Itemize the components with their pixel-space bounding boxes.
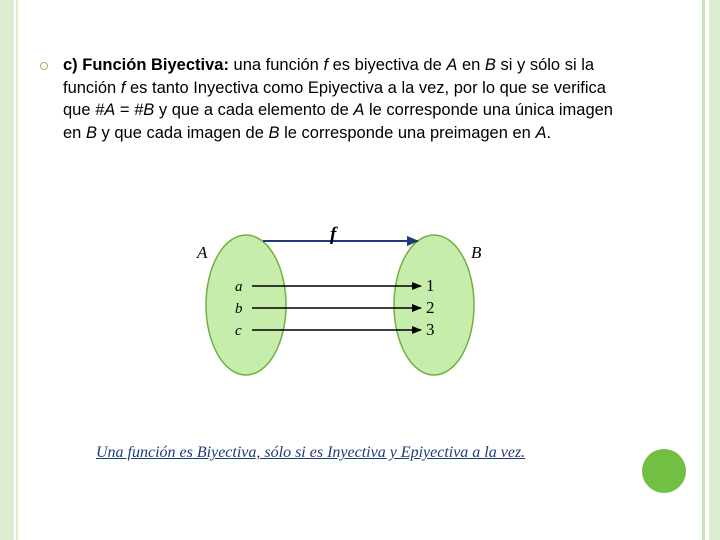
function-label: f	[330, 224, 337, 245]
text-segment: .	[546, 123, 552, 142]
var-b: B	[484, 56, 496, 74]
set-a-element: b	[235, 301, 243, 317]
set-b-element: 3	[426, 320, 435, 339]
set-a-element: c	[235, 323, 242, 339]
var-f: f	[323, 56, 329, 74]
set-b-element: 2	[426, 298, 435, 317]
definition-heading: c) Función Biyectiva:	[63, 56, 229, 74]
set-b-element: 1	[426, 276, 435, 295]
text-segment: le corresponde una única imagen en	[63, 101, 613, 142]
text-segment: es biyectiva de	[328, 56, 447, 74]
card-b: #B	[134, 101, 155, 119]
set-a-label: A	[197, 243, 208, 262]
var-b: B	[268, 123, 280, 142]
var-b: B	[85, 123, 97, 142]
text-segment: una función	[228, 56, 324, 74]
text-segment: es tanto Inyectiva como Epiyectiva a la vez, por lo que se verifica que	[63, 78, 606, 119]
var-a: A	[535, 123, 547, 142]
text-segment: =	[115, 101, 135, 119]
var-a: A	[353, 101, 365, 119]
text-segment: y que a cada elemento de	[154, 101, 354, 119]
text-segment: y que cada imagen de	[96, 123, 269, 142]
text-segment: le corresponde una preimagen en	[279, 123, 536, 142]
text-segment: si y sólo si la función	[63, 56, 595, 97]
set-a-element: a	[235, 279, 243, 295]
var-f: f	[120, 78, 126, 97]
text-segment: en	[457, 56, 485, 74]
card-a: #A	[95, 101, 116, 119]
set-b-label: B	[471, 243, 482, 262]
set-a-ellipse	[206, 235, 286, 375]
caption: Una función es Biyectiva, sólo si es Inyectiva y Epiyectiva a la vez.	[96, 444, 526, 461]
var-a: A	[446, 56, 458, 74]
decorative-circle	[642, 449, 686, 493]
